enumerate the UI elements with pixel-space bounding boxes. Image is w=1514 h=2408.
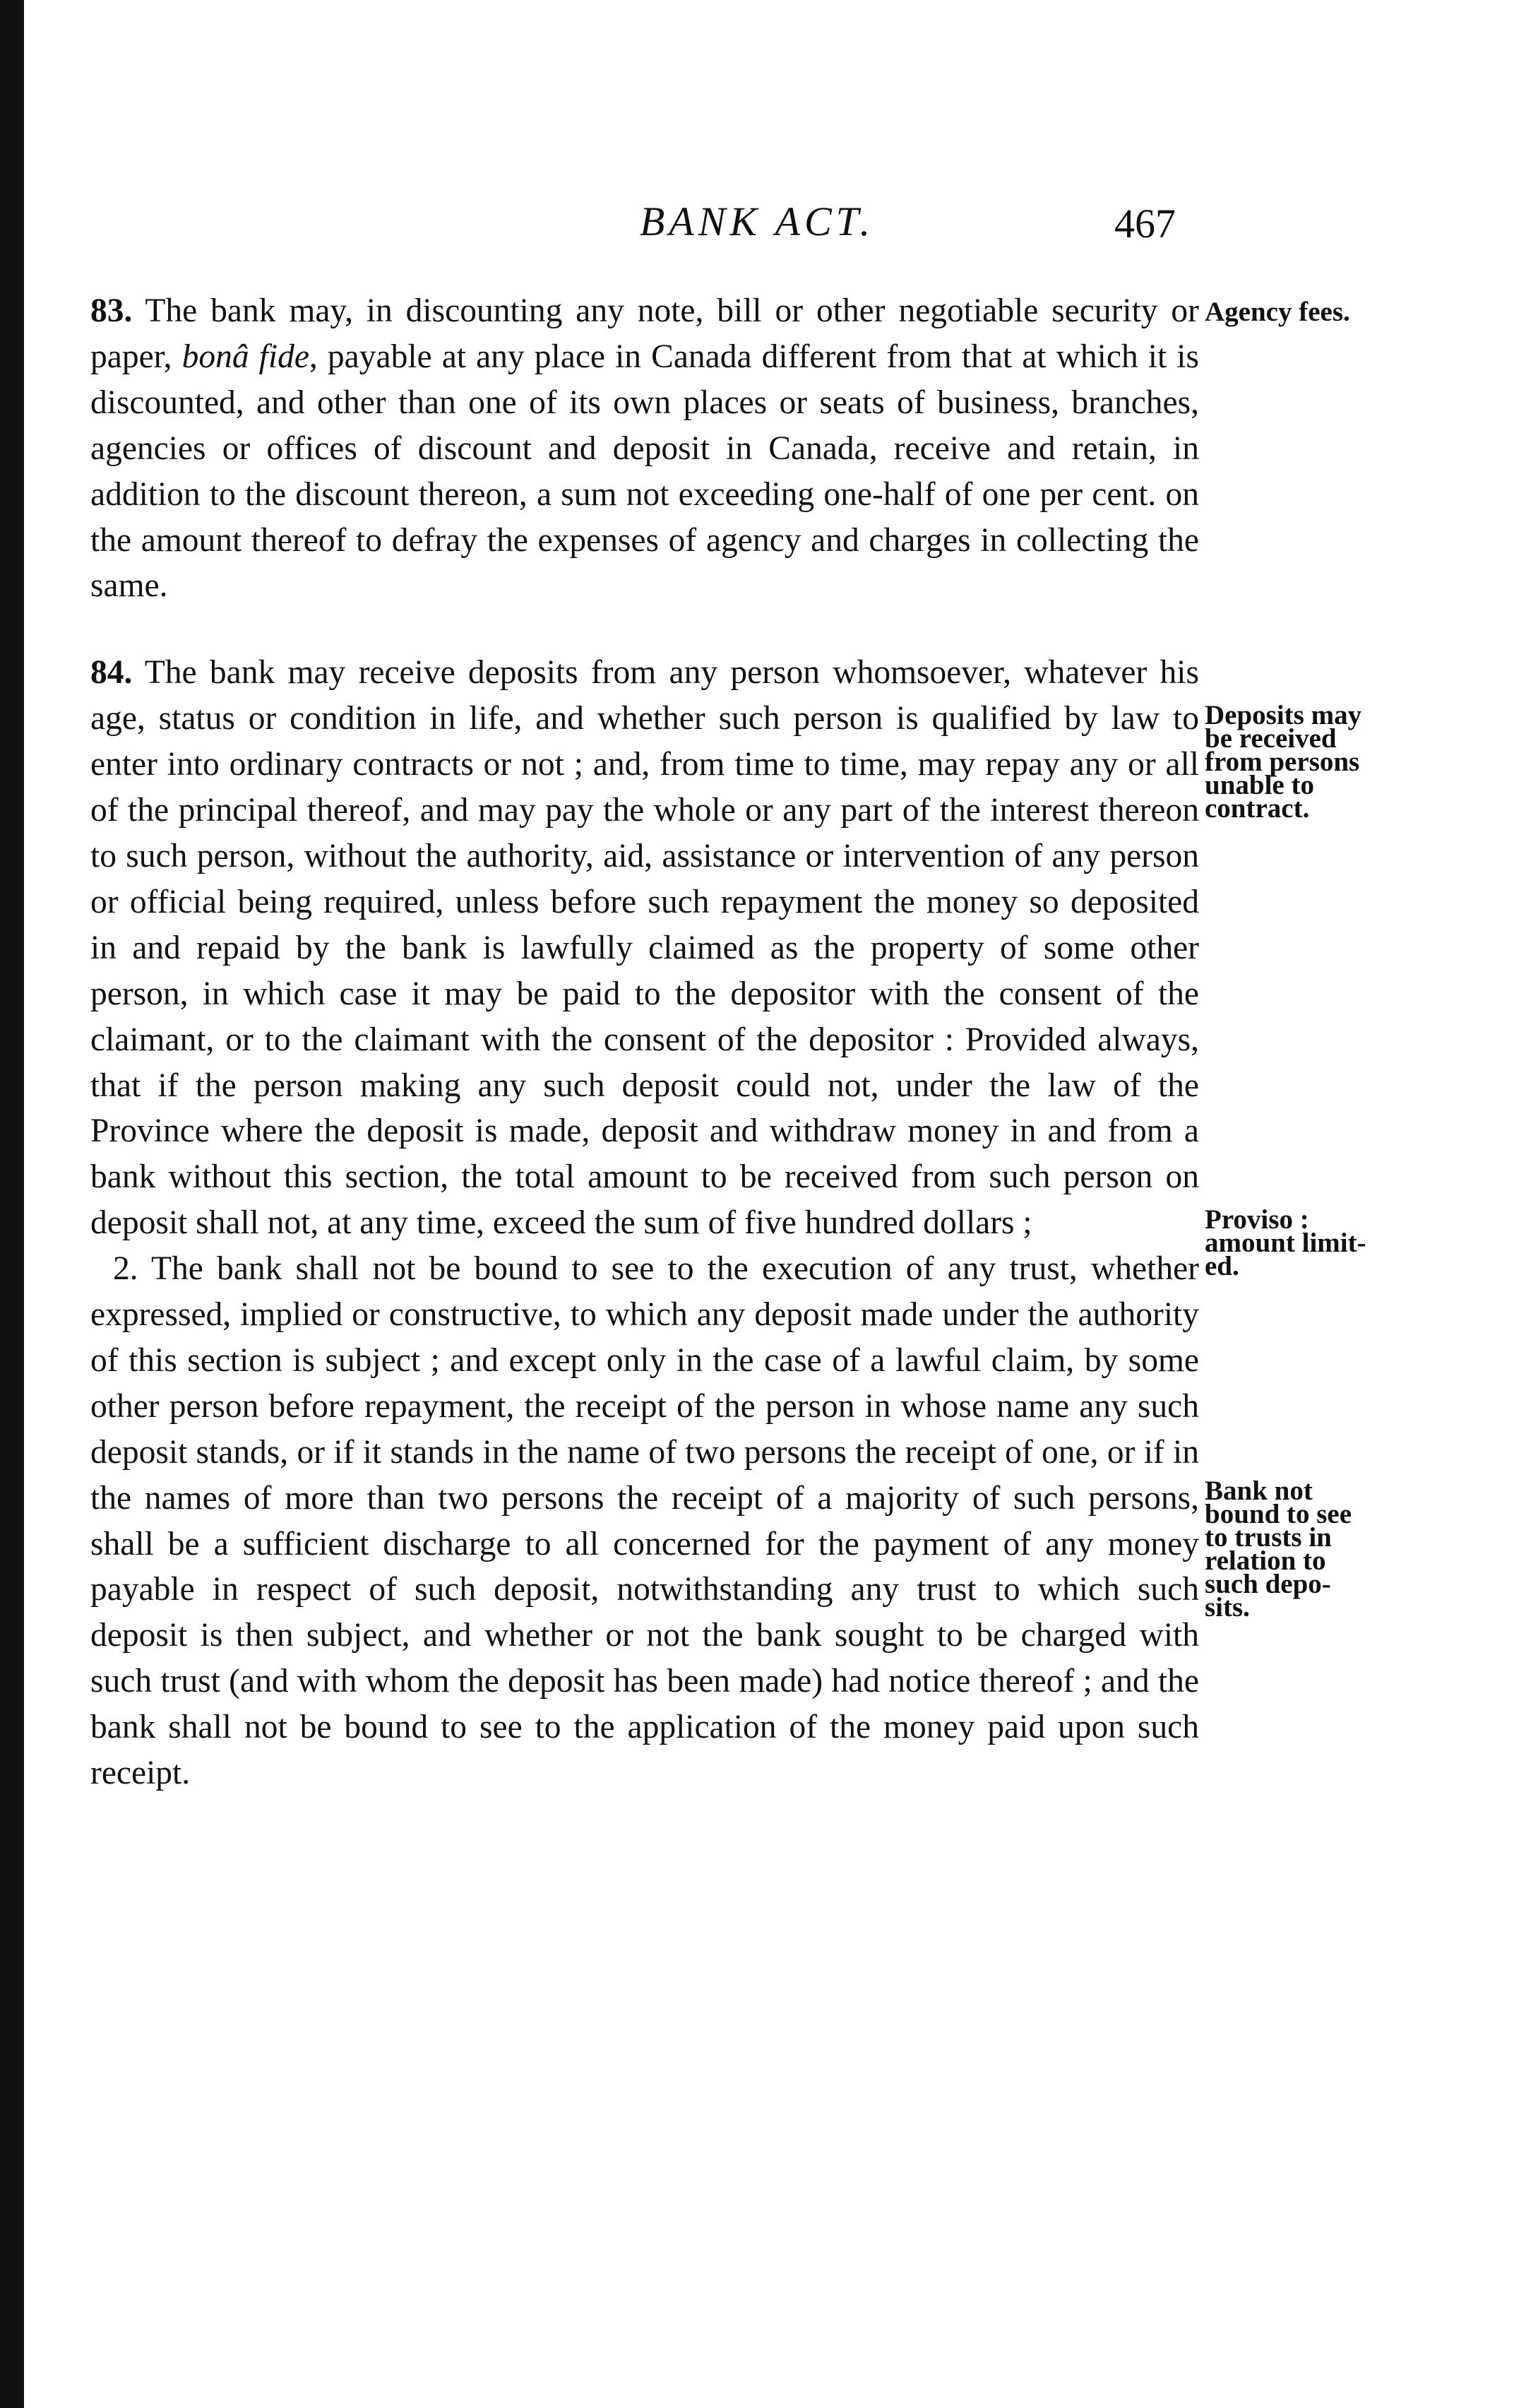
running-head: BANK ACT. — [639, 198, 875, 244]
margin-note-line: be received — [1205, 723, 1337, 754]
section-number: 84. — [90, 654, 133, 692]
section-text: The bank shall not be bound to see to the execution of any trust, whether expressed, implied or constructive, to which any deposit made under the authority of this section is subject ; and except only in the case of a lawful claim, by some other person before repayment, the receipt of the person in whose name any such deposit stands, or if it stands in the name of two persons the receipt of one, or if in the names of more than two persons the receipt of a majority of such persons, shall be a sufficient discharge to all concerned for the payment of any money payable in respect of such deposit, notwithstanding any trust to which such deposit is then subject, and whether or not the bank sought to be charged with such trust (and with whom the deposit has been made) had notice thereof ; and the bank shall not be bound to see to the application of the money paid upon such receipt. — [90, 1250, 1199, 1792]
margin-note-line: to trusts in — [1205, 1522, 1332, 1553]
margin-note-bank-not-bound — [1205, 1476, 1417, 1623]
margin-note-line: ed. — [1205, 1251, 1239, 1281]
margin-note-line: Deposits may — [1205, 700, 1362, 730]
margin-note-line: Agency fees. — [1205, 297, 1350, 327]
margin-note-line: Proviso : — [1205, 1204, 1309, 1235]
subsection-2 — [90, 1246, 1199, 1796]
margin-note-line: amount limit- — [1205, 1228, 1366, 1258]
margin-note-line: bound to see — [1205, 1499, 1352, 1529]
page-body — [90, 288, 1199, 1796]
page-number: 467 — [1114, 201, 1176, 247]
margin-note-line: unable to — [1205, 770, 1314, 800]
margin-note-line: contract. — [1205, 793, 1310, 824]
margin-note-agency-fees — [1205, 297, 1417, 327]
scan-edge-bar — [0, 0, 24, 2408]
section-text: , payable at any place in Canada different from that at which it is discounted, and other than one of its own places or seats of business, branches, agencies or offices of discount and deposit in Canada, receive and retain, in addition to the discount thereon, a sum not exceeding one-half of one per cent. on the amount thereof to defray the expenses of agency and charges in collecting the same. — [90, 338, 1199, 605]
margin-note-deposits — [1205, 700, 1417, 824]
margin-note-line: Bank not — [1205, 1476, 1313, 1506]
section-text: The bank may, in discounting any note, bill or other negotiable security or paper, — [90, 292, 1199, 375]
section-84 — [90, 650, 1199, 1246]
italic-term: bonâ fide — [181, 338, 309, 375]
margin-note-proviso — [1205, 1204, 1417, 1281]
margin-note-line: from persons — [1205, 747, 1360, 777]
section-text: The bank may receive deposits from any person whomsoever, whatever his age, status or condition in life, and whether such person is qualified by law to enter into ordinary contracts or not ; and, from time to time, may repay any or all of the principal thereof, and may pay the whole or any part of the interest thereon to such person, without the authority, aid, assistance or intervention of any person or official being required, unless before such repayment the money so deposited in and repaid by the bank is lawfully claimed as the property of some other person, in which case it may be paid to the depositor with the consent of the claimant, or to the claimant with the consent of the depositor : Provided always, that if the person making any such deposit could not, under the law of the Province where the deposit is made, deposit and withdraw money in and from a bank without this section, the total amount to be received from such person on deposit shall not, at any time, exceed the sum of five hundred dollars ; — [90, 654, 1199, 1242]
margin-note-line: relation to — [1205, 1546, 1326, 1576]
section-83 — [90, 288, 1199, 609]
margin-note-line: such depo- — [1205, 1569, 1331, 1599]
section-number: 83. — [90, 292, 133, 329]
subsection-number: 2. — [113, 1250, 138, 1288]
margin-note-line: sits. — [1205, 1592, 1250, 1623]
